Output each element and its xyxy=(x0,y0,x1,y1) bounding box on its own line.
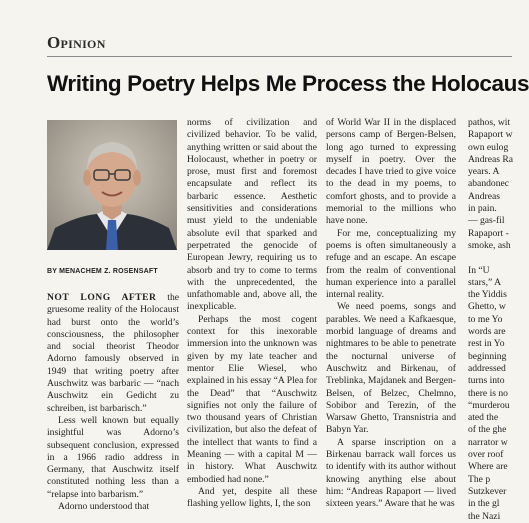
column-4-line: In “U xyxy=(468,264,490,276)
article-column-1 xyxy=(47,292,179,512)
column-4-line: rest in Yo xyxy=(468,338,505,350)
column-4-line: Sutzkever xyxy=(468,485,507,497)
column-4-line: pathos, wit xyxy=(468,117,511,128)
column-4-line: words are xyxy=(468,326,506,338)
paragraph: norms of civilization and civilized behavior. To be valid, anything written or said about the Holocaust, whether in poetry or prose, must first and foremost encapsulate and reflect its barbaric essence. Aesthetic sensitivities and considerations must yield to the undeniable absolute evil that sparked and perpetrated the genocide of European Jewry, requiring us to absorb and try to come to terms with the unprecedented, the unfathomable and, above all, the inexplicable. xyxy=(187,117,317,313)
column-4-line: — gas-fil xyxy=(468,215,505,227)
column-4-line: turns into xyxy=(468,375,505,387)
article-headline: Writing Poetry Helps Me Process the Holocaus xyxy=(47,71,529,96)
column-4-line: Ghetto, w xyxy=(468,301,506,313)
column-4-line: to me Yo xyxy=(468,313,503,325)
lead-paragraph xyxy=(47,292,179,415)
column-4-line: stars,” A xyxy=(468,276,502,288)
column-4-line: in pain. xyxy=(468,203,497,215)
column-4-line: own eulog xyxy=(468,141,509,153)
column-4-line: narrator w xyxy=(468,436,508,448)
column-4-line: the Nazi xyxy=(468,510,501,522)
column-4-line: ated the xyxy=(468,412,499,424)
column-4-line: abandonec xyxy=(468,178,510,190)
paragraph: Less well known but equally insightful was Adorno’s subsequent conclusion, expressed in a 1966 radio address in Germany, that Auschwitz itself constituted nothing less than a “relapse into barbarism.” xyxy=(47,414,179,500)
paragraph: And yet, despite all these flashing yellow lights, I, the son xyxy=(187,485,317,510)
paragraph: of World War II in the displaced persons camp of Bergen-Belsen, long ago turned to expressing myself in poetry. Over the decades I have tried to give voice to the dead in my poems, to comfort ghosts, and to provide a memorial to the millions who have none. xyxy=(326,117,456,227)
column-4-line: beginning xyxy=(468,350,507,362)
column-4-line: over roof xyxy=(468,449,504,461)
column-4-line: Rapaport w xyxy=(468,129,513,141)
article-column-2 xyxy=(187,117,317,512)
lead-in: NOT LONG AFTER xyxy=(47,292,157,303)
column-4-line: there is no xyxy=(468,387,508,399)
column-4-line: Andreas Ra xyxy=(468,153,514,165)
column-4-line xyxy=(468,252,528,264)
paragraph: A sparse inscription on a Birkenau barrack wall forces us to identify with its author without knowing anything else about him: “Andreas Rapaport — lived sixteen years.” Aware that he was xyxy=(326,436,456,510)
byline: BY MENACHEM Z. ROSENSAFT xyxy=(47,268,158,275)
section-divider xyxy=(47,56,512,57)
paragraph-text: the gruesome reality of the Holocaust had burst onto the world’s consciousness, the philosopher and social theorist Theodor Adorno famously observed in 1949 that writing poetry after Auschwitz was barbaric — “nach Auschwitz ein Gedicht zu schreiben, ist barbarisch.” xyxy=(47,292,179,414)
column-4-line: in the gl xyxy=(468,498,500,510)
column-4-line: Andreas xyxy=(468,190,500,202)
column-4-line: The p xyxy=(468,473,491,485)
column-4-line: the Yiddis xyxy=(468,289,507,301)
column-4-line: Rapaport - xyxy=(468,227,509,239)
paragraph: Perhaps the most cogent context for this inexorable immersion into the unknown was given by my late teacher and mentor Elie Wiesel, who explained in his essay “A Plea for the Dead” that “Auschwitz signifies not only the failure of two thousand years of Christian civilization, but also the defeat of the intellect that wants to find a Meaning — with a capital M — in history. What Auschwitz embodied had none.” xyxy=(187,313,317,485)
column-4-line: years. A xyxy=(468,166,500,178)
article-column-3 xyxy=(326,117,456,512)
paragraph: We need poems, songs and parables. We need a Kafkaesque, morbid language of dreams and nightmares to be able to penetrate the nocturnal universe of Auschwitz and Birkenau, of Treblinka, Majdanek and Bergen-Belsen, of Belzec, Chelmno, Sobibor and Terezin, of the Warsaw Ghetto, Transnistria and Babyn Yar. xyxy=(326,301,456,436)
paragraph: For me, conceptualizing my poems is often simultaneously a refuge and an escape. An escape from the realm of conventional human experience into a parallel internal reality. xyxy=(326,227,456,301)
article-column-4-cropped xyxy=(468,117,528,522)
author-portrait-image xyxy=(47,120,177,250)
column-4-line: of the ghe xyxy=(468,424,507,436)
column-4-line: addressed xyxy=(468,362,506,374)
column-4-line: smoke, ash xyxy=(468,239,511,251)
column-4-line: “murderou xyxy=(468,399,510,411)
author-photo xyxy=(47,120,177,250)
column-4-line: Where are xyxy=(468,461,508,473)
section-label: Opinion xyxy=(47,33,106,52)
paragraph: Adorno understood that xyxy=(58,501,150,513)
